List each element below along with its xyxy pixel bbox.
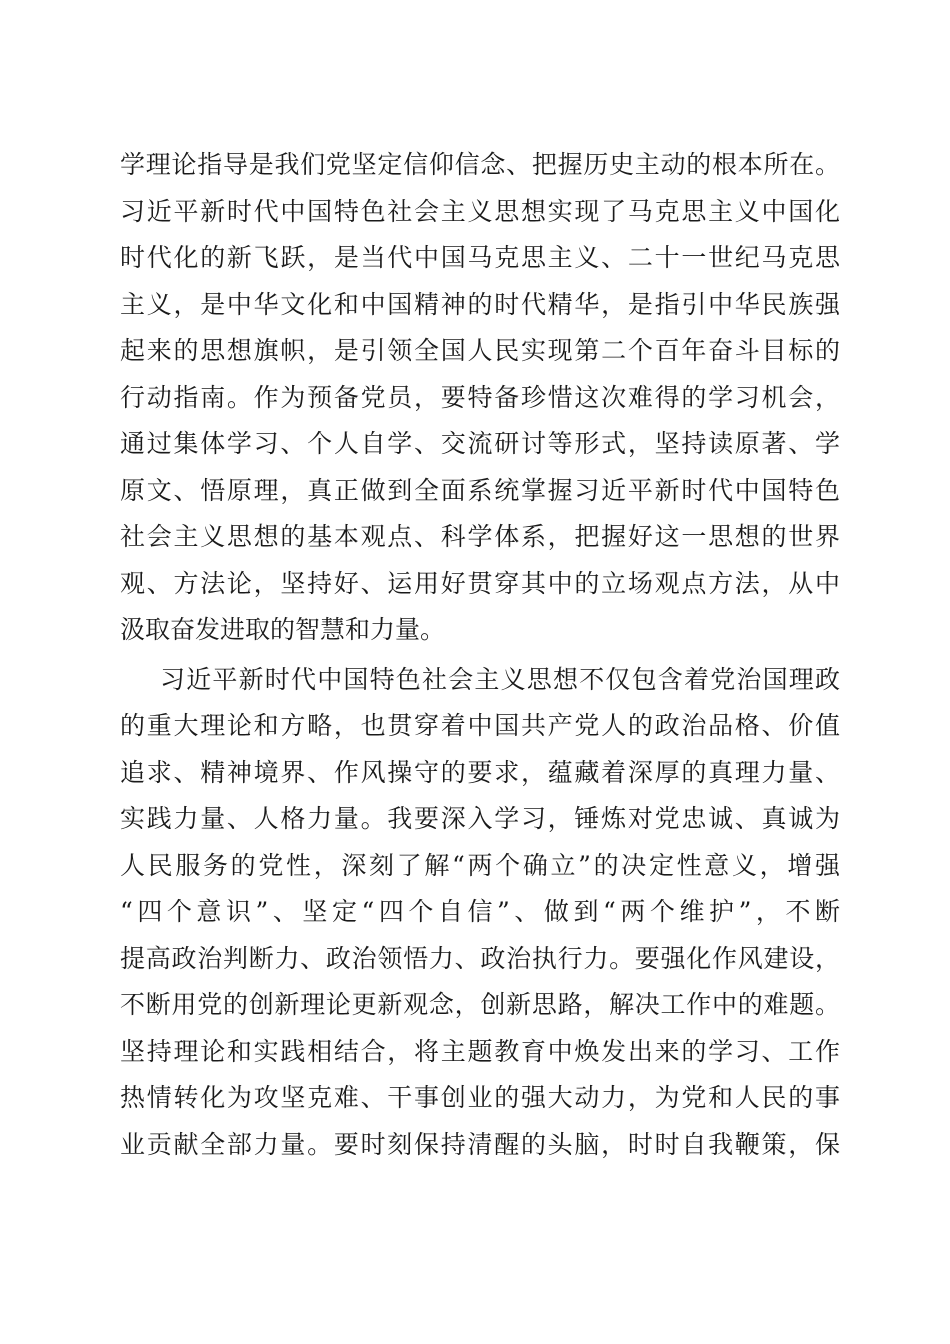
document-body: [120, 142, 840, 1168]
text-line: 人民服务的党性，深刻了解“两个确立”的决定性意义，增强: [120, 850, 840, 880]
text-line: 主义，是中华文化和中国精神的时代精华，是指引中华民族强: [120, 289, 840, 319]
text-line: “四个意识”、坚定“四个自信”、做到“两个维护”，不断: [120, 897, 840, 926]
text-line: 社会主义思想的基本观点、科学体系，把握好这一思想的世界: [120, 522, 840, 551]
text-line: 坚持理论和实践相结合，将主题教育中焕发出来的学习、工作: [120, 1036, 840, 1066]
text-line: 原文、悟原理，真正做到全面系统掌握习近平新时代中国特色: [120, 475, 840, 505]
text-line: 习近平新时代中国特色社会主义思想实现了马克思主义中国化: [120, 196, 840, 226]
text-line: 汲取奋发进取的智慧和力量。: [120, 615, 446, 644]
text-line: 起来的思想旗帜，是引领全国人民实现第二个百年奋斗目标的: [120, 336, 840, 365]
text-line: 时代化的新飞跃，是当代中国马克思主义、二十一世纪马克思: [120, 243, 840, 272]
text-line: 通过集体学习、个人自学、交流研讨等形式，坚持读原著、学: [120, 429, 840, 458]
text-line: 实践力量、人格力量。我要深入学习，锤炼对党忠诚、真诚为: [120, 804, 840, 833]
text-line: 学理论指导是我们党坚定信仰信念、把握历史主动的根本所在。: [120, 150, 840, 179]
text-line: 提高政治判断力、政治领悟力、政治执行力。要强化作风建设，: [120, 943, 840, 973]
paragraph-1: [120, 142, 840, 654]
text-line: 的重大理论和方略，也贯穿着中国共产党人的政治品格、价值: [120, 711, 840, 740]
text-line: 热情转化为攻坚克难、干事创业的强大动力，为党和人民的事: [120, 1083, 840, 1112]
paragraph-2: [120, 657, 840, 1169]
text-line: 习近平新时代中国特色社会主义思想不仅包含着党治国理政: [160, 664, 840, 694]
text-line: 行动指南。作为预备党员，要特备珍惜这次难得的学习机会，: [120, 382, 840, 412]
text-line: 业贡献全部力量。要时刻保持清醒的头脑，时时自我鞭策，保: [120, 1129, 840, 1159]
text-line: 不断用党的创新理论更新观念，创新思路，解决工作中的难题。: [120, 990, 840, 1019]
text-line: 观、方法论，坚持好、运用好贯穿其中的立场观点方法，从中: [120, 568, 840, 598]
text-line: 追求、精神境界、作风操守的要求，蕴藏着深厚的真理力量、: [120, 757, 840, 787]
